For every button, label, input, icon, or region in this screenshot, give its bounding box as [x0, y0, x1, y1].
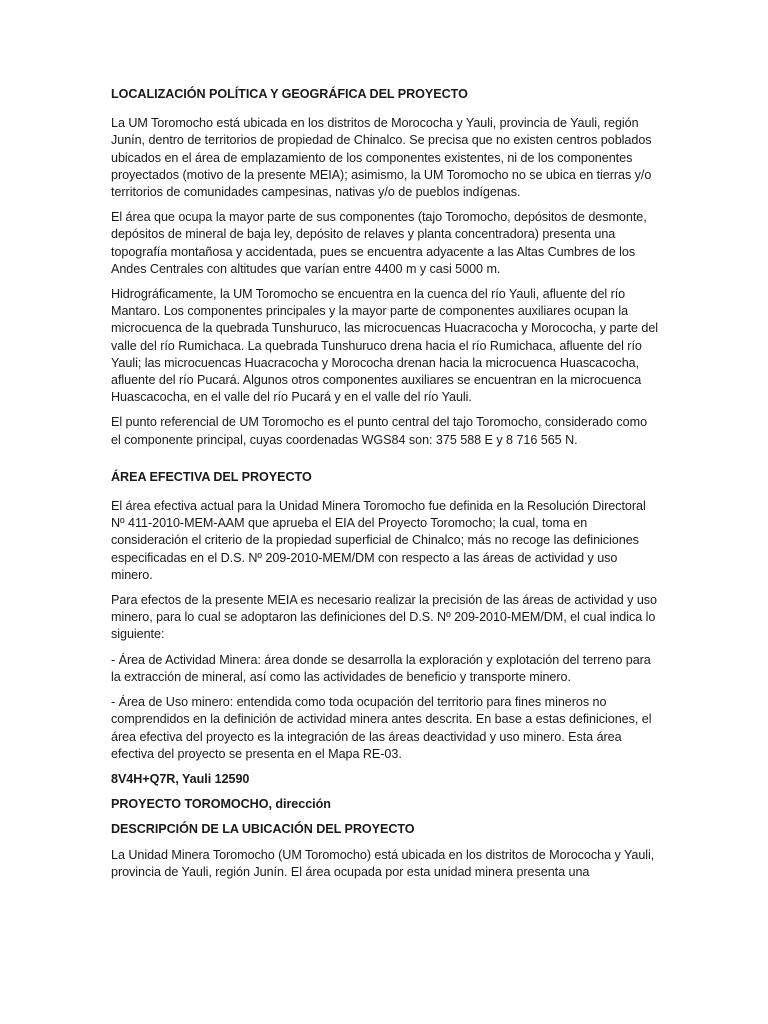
paragraph-punto-referencial: El punto referencial de UM Toromocho es el punto central del tajo Toromocho, considerado como el componente principal, cuyas coordenadas WGS84 son: 375 588 E y 8 716 565 N. [111, 415, 648, 447]
section-spacer [111, 457, 659, 469]
paragraph-actividad-minera: - Área de Actividad Minera: área donde se desarrolla la exploración y explotación del terreno para la extracción de mineral, así como las actividades de beneficio y transporte minero. [111, 652, 651, 684]
document-page [111, 86, 659, 889]
paragraph-precision-areas: Para efectos de la presente MEIA es necesario realizar la precisión de las áreas de actividad y uso minero, para lo cual se adoptaron las definiciones del D.S. Nº 209-2010-MEM/DM, el cual indica lo siguiente: [111, 593, 657, 642]
paragraph-descripcion: La Unidad Minera Toromocho (UM Toromocho) está ubicada en los distritos de Morococha y Yauli, provincia de Yauli, región Junín. El área ocupada por esta unidad minera presenta una [111, 847, 655, 879]
paragraph-uso-minero: - Área de Uso minero: entendida como toda ocupación del territorio para fines mineros no comprendidos en la definición de actividad minera antes descrita. En base a estas definiciones, el área efectiva del proyecto es la integración de las áreas deactividad y uso minero. Esta área efectiva del proyecto se presenta en el Mapa RE-03. [111, 695, 652, 761]
section-heading-descripcion: DESCRIPCIÓN DE LA UBICACIÓN DEL PROYECTO [111, 822, 415, 837]
paragraph-ubicacion: La UM Toromocho está ubicada en los distritos de Morococha y Yauli, provincia de Yauli, región Junín, dentro de territorios de propiedad de Chinalco. Se precisa que no existen centros poblados ubicados en el área de emplazamiento de los componentes existentes, ni de los componentes proyectados (motivo de la presente MEIA); asimismo, la UM Toromocho no se ubica en tierras y/o territorios de comunidades campesinas, nativas y/o de pueblos indígenas. [111, 116, 652, 200]
section-heading-area-efectiva: ÁREA EFECTIVA DEL PROYECTO [111, 469, 312, 484]
section-heading-localizacion: LOCALIZACIÓN POLÍTICA Y GEOGRÁFICA DEL PROYECTO [111, 87, 468, 101]
project-direction-label: PROYECTO TOROMOCHO, dirección [111, 797, 331, 812]
paragraph-topografia: El área que ocupa la mayor parte de sus componentes (tajo Toromocho, depósitos de desmonte, depósitos de mineral de baja ley, depósito de relaves y planta concentradora) presenta una topografía montañosa y accidentada, pues se encuentra adyacente a las Altas Cumbres de los Andes Centrales con altitudes que varían entre 4400 m y casi 5000 m. [111, 210, 647, 276]
paragraph-hidrografia: Hidrográficamente, la UM Toromocho se encuentra en la cuenca del río Yauli, afluente del río Mantaro. Los componentes principales y la mayor parte de componentes auxiliares ocupan la microcuenca de la quebrada Tunshuruco, las microcuencas Huacracocha y Morococha, y parte del valle del río Rumichaca. La quebrada Tunshuruco drena hacia el río Rumichaca, afluente del río Yauli; las microcuencas Huacracocha y Morococha drenan hacia la microcuenca Huascacocha, afluente del río Pucará. Algunos otros componentes auxiliares se encuentran en la microcuenca Huascacocha, en el valle del río Pucará y en el valle del río Yauli. [111, 287, 659, 405]
paragraph-area-efectiva: El área efectiva actual para la Unidad Minera Toromocho fue definida en la Resolución Directoral Nº 411-2010-MEM-AAM que aprueba el EIA del Proyecto Toromocho; la cual, toma en consideración el criterio de la propiedad superficial de Chinalco; más no recoge las definiciones especificadas en el D.S. Nº 209-2010-MEM/DM con respecto a las áreas de actividad y uso minero. [111, 499, 646, 582]
plus-code-address: 8V4H+Q7R, Yauli 12590 [111, 771, 250, 786]
